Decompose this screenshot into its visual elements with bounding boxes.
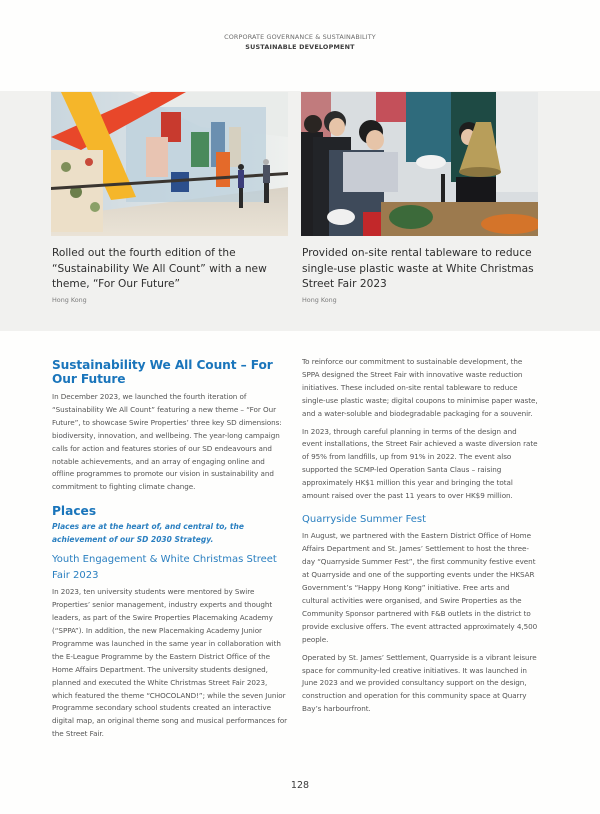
- subsection-heading: Youth Engagement & White Christmas Street Fair 2023: [52, 554, 277, 581]
- section-heading: Sustainability We All Count – For Our Future: [52, 358, 273, 386]
- right-column: [302, 356, 538, 716]
- body-paragraph: In December 2023, we launched the fourth iteration of “Sustainability We All Count” featuring a new theme – “For Our Future”, to showcase Swire Properties’ three key SD dimensions: biodiversity, innovation, and wellbeing. The year-long campaign calls for action and features stories of our SD endeavours and notable achievements, and an array of engaging online and offline programmes to promote our vision in sustainability and commitment to fighting climate change.: [52, 392, 282, 492]
- subsection-heading: Quarryside Summer Fest: [302, 513, 427, 525]
- highlight-title: Provided on-site rental tableware to reduce single-use plastic waste at White Christmas Street Fair 2023: [302, 247, 534, 290]
- page-header: [0, 33, 600, 52]
- highlight-caption: [302, 246, 537, 304]
- highlight-caption: [52, 246, 287, 304]
- mall-corridor-mural-photo: [51, 92, 288, 236]
- page-number: 128: [290, 780, 310, 791]
- body-paragraph: To reinforce our commitment to sustainable development, the SPPA designed the Street Fair with innovative waste reduction initiatives. These included on-site rental tableware to reduce single-use plastic waste; digital coupons to minimise paper waste, and a water-soluble and biodegradable packaging for a souvenir.: [302, 357, 538, 418]
- body-paragraph: Operated by St. James’ Settlement, Quarryside is a vibrant leisure space for community-led creative initiatives. It was launched in June 2023 and we provided consultancy support on the design, construction and operation for this community space at Quarry Bay’s harbourfront.: [302, 652, 537, 714]
- highlight-title: Rolled out the fourth edition of the “Sustainability We All Count” with a new theme, “For Our Future”: [52, 247, 267, 290]
- subsection-label: SUSTAINABLE DEVELOPMENT: [245, 43, 355, 51]
- left-column: [52, 358, 288, 741]
- street-fair-food-stall-photo: [301, 92, 538, 236]
- highlight-location: Hong Kong: [52, 295, 87, 304]
- places-heading: Places: [52, 504, 97, 519]
- body-paragraph: In 2023, through careful planning in terms of the design and event installations, the Street Fair achieved a waste diversion rate of 95% from landfills, up from 91% in 2022. The event also supported the SCMP-led Operation Santa Claus – raising approximately HK$1 million this year and bringing the total amount raised over the past 11 years to over HK$9 million.: [302, 426, 538, 501]
- body-paragraph: In 2023, ten university students were mentored by Swire Properties’ senior management, industry experts and thought leaders, as part of the Swire Properties Placemaking Academy (“SPPA”). In addition, the new Placemaking Academy Junior Programme was launched in the same year in collaboration with the E-League Programme by the Eastern District Office of the Home Affairs Department. The university students designed, planned and executed the White Christmas Street Fair 2023, which featured the theme “CHOCOLAND!”; while the seven Junior Programme secondary school students created an interactive digital map, an original theme song and musical performances for the Street Fair.: [52, 587, 288, 739]
- places-intro: Places are at the heart of, and central to, the achievement of our SD 2030 Strategy.: [52, 522, 244, 544]
- body-paragraph: In August, we partnered with the Eastern District Office of Home Affairs Department and St. James’ Settlement to host the three-day “Quarryside Summer Fest”, the first community festive event at Quarryside and one of the supporting events under the HKSAR Government’s “Happy Hong Kong” initiative. Free arts and cultural activities were organised, and Swire Properties as the Community Sponsor partnered with F&B outlets in the district to provide exclusive offers. The event attracted approximately 4,500 people.: [302, 531, 538, 644]
- highlight-location: Hong Kong: [302, 295, 337, 304]
- section-label: CORPORATE GOVERNANCE & SUSTAINABILITY: [224, 33, 376, 41]
